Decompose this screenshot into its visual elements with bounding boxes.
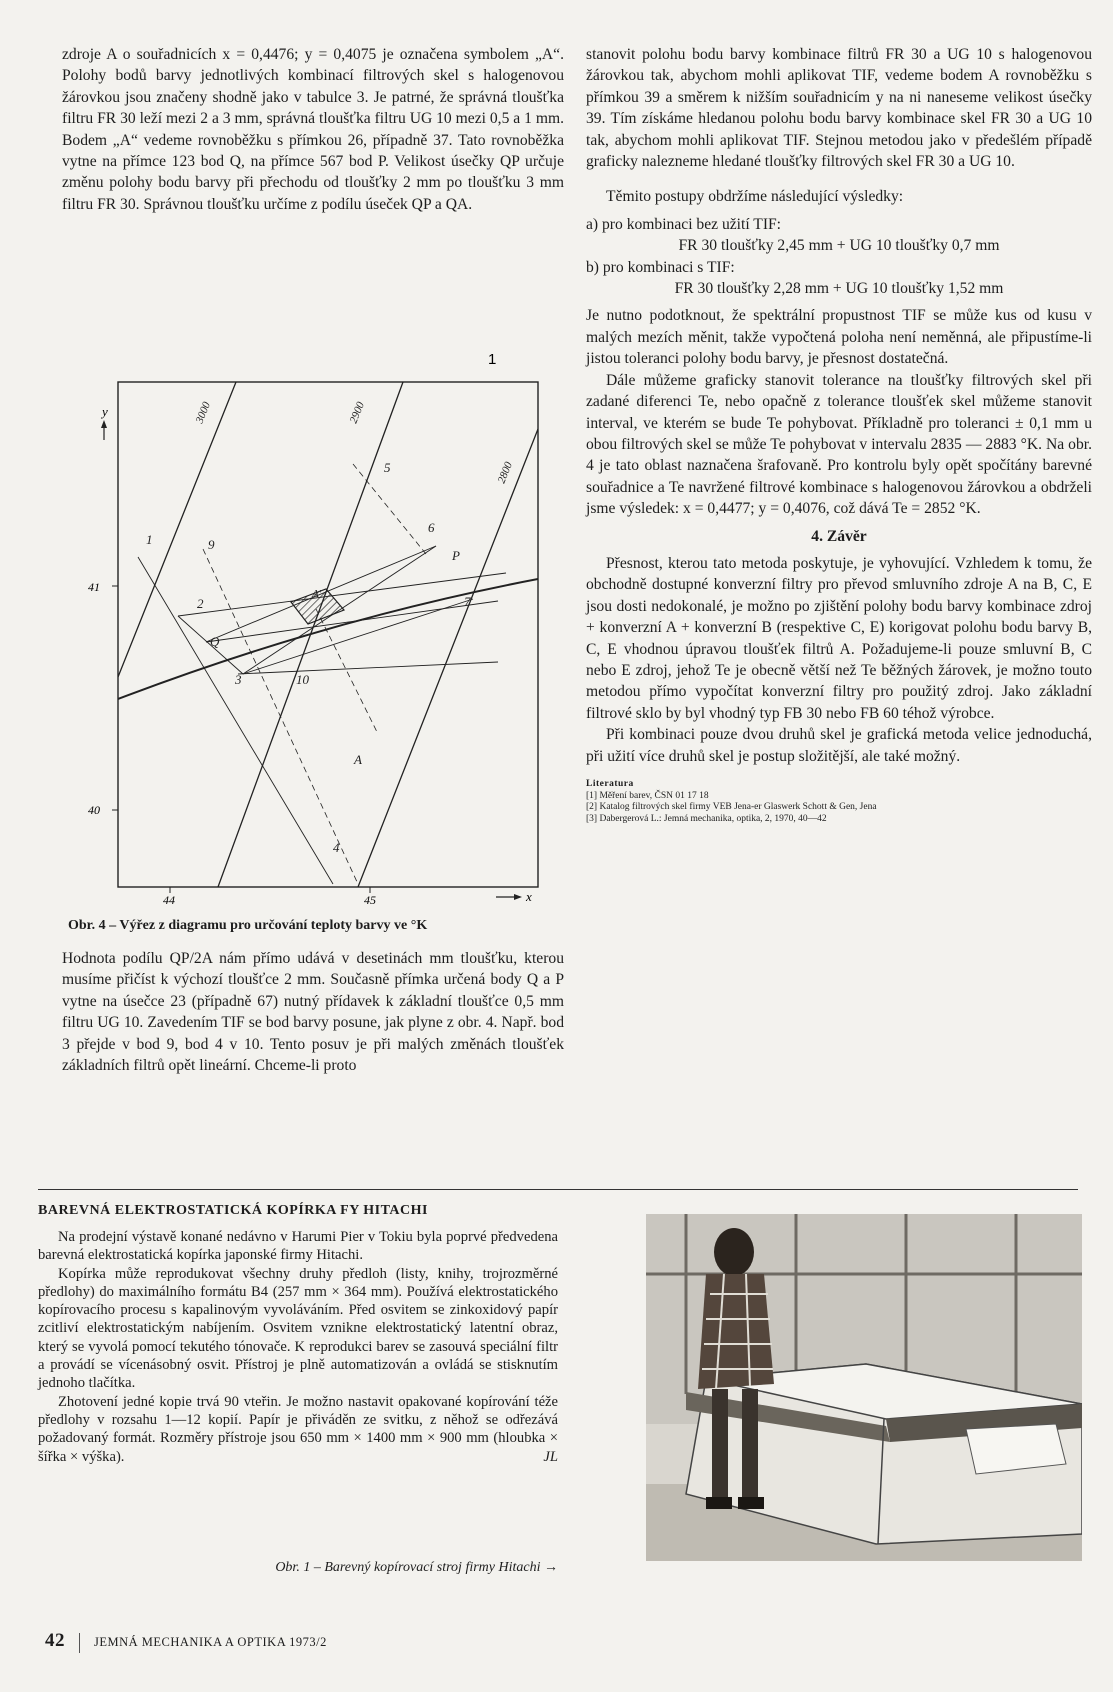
point-10: 10 xyxy=(296,672,309,687)
right-paragraph-4: Dále můžeme graficky stanovit tolerance na tloušťky filtrových skel při zadané diferenci Te, nebo opačně z tolerance tloušťek skel můžeme stanovit interval, ve kterém se bude Te pohybovat. Příkladně pro toleranci ± 0,1 mm u obou filtrových skel se může Te pohybovat v intervalu 2835 — 2883 °K. Na obr. 4 je tato oblast naznačena šrafovaně. Pro kontrolu byly opět spočítány barevné souřadnice a Te navržené filtrové kombinace s halogenovou žárovkou a obdrželi jsme výsledek: x = 0,4477; y = 0,4076, což dává Te = 2852 °K. xyxy=(586,371,1092,518)
right-paragraph-2: Těmito postupy obdržíme následující výsledky: xyxy=(606,188,904,206)
article-signature: JL xyxy=(543,1448,558,1465)
article-body xyxy=(38,1228,558,1466)
figure-caption: Obr. 4 – Výřez z diagramu pro určování teploty barvy ve °K xyxy=(68,918,428,933)
copier-photo xyxy=(646,1214,1082,1561)
left-column-bottom xyxy=(62,948,564,1076)
point-A-prime: A' xyxy=(312,588,322,600)
isotherm-label-2900: 2900 xyxy=(347,400,368,426)
page-footer xyxy=(45,1630,327,1653)
point-4: 4 xyxy=(333,840,340,855)
left-column-top xyxy=(62,44,564,215)
isotherm-label-3000: 3000 xyxy=(193,400,214,426)
article-paragraph-1: Na prodejní výstavě konané nedávno v Harumi Pier v Tokiu byla poprvé předvedena barevná elektrostatická kopírka japonské firmy Hitachi. xyxy=(38,1229,558,1264)
left-paragraph-2: Hodnota podílu QP/2A nám přímo udává v desetinách mm tloušťku, kterou musíme přičíst k výchozí tloušťce 2 mm. Současně přímka určená body Q a P vytne na úsečce 23 (případně 67) nutný přídavek k základní tloušťce 0,5 mm filtru UG 10. Zavedením TIF se bod barvy posune, jak plyne z obr. 4. Např. bod 3 přejde v bod 9, bod 4 v 10. Tento posuv je při malých změnách tloušťek základních filtrů opět lineární. Chceme-li proto xyxy=(62,950,564,1075)
left-paragraph-1: zdroje A o souřadnicích x = 0,4476; y = 0,4075 je označena symbolem „A“. Polohy bodů barvy jednotlivých kombinací filtrových skel s halogenovou žárovkou jsou značeny shodně jako v tabulce 3. Je patrné, že správná tloušťka filtru FR 30 leží mezi 2 a 3 mm, správná tloušťka filtru UG 10 mezi 0,5 a 1 mm. Bodem „A“ vedeme rovnoběžku s přímkou 26, případně 37. Tato rovnoběžka vytne na přímce 123 bod Q, na přímce 567 bod P. Velikost úsečky QP určuje změnu polohy bodu barvy při přechodu od tloušťky 2 mm po tloušťku 3 mm filtru FR 30. Správnou tloušťku určíme z podílu úseček QP a QA. xyxy=(62,46,564,213)
point-1: 1 xyxy=(146,532,153,547)
result-a-label: a) pro kombinaci bez užití TIF: xyxy=(586,215,782,233)
section-divider xyxy=(38,1189,1078,1190)
right-paragraph-5: Přesnost, kterou tato metoda poskytuje, je vyhovující. Vzhledem k tomu, že obchodně dostupné konverzní filtry pro převod smluvního zdroje A na B, C, E jsou dosti nedokonalé, je možno po zjištění polohy bodu barvy kombinace zdroj + konverzní A + konverzní B (respektive C, E) korigovat polohu bodu barvy B, C, E vhodnou úpravou tloušťek filtrů A. Požadujeme-li pouze smluvní B, C nebo E zdroj, jehož Te je obecně větší než Te běžných žárovek, je možno touto metodou přímo vypočítat konverzní filtry pro použitý zdroj. Jako základní filtrové sklo by byl vhodný typ FB 30 nebo FB 60 téhož výrobce. xyxy=(586,554,1092,722)
point-2: 2 xyxy=(197,596,204,611)
x-tick-45: 45 xyxy=(364,893,376,907)
photo-caption: Obr. 1 – Barevný kopírovací stroj firmy Hitachi → xyxy=(275,1560,558,1575)
page-number: 42 xyxy=(45,1630,65,1651)
point-P: P xyxy=(452,548,460,563)
right-paragraph-3: Je nutno podotknout, že spektrální propustnost TIF se může kus od kusu v malých mezích měnit, takže vypočtená poloha není neměnná, ale připustíme-li jistou toleranci polohy bodu barvy, je přesnost dostatečná. xyxy=(586,307,1092,368)
point-5: 5 xyxy=(384,460,391,475)
literature-heading: Literatura xyxy=(586,779,634,789)
result-b-value: FR 30 tloušťky 2,28 mm + UG 10 tloušťky 1,52 mm xyxy=(674,280,1004,298)
x-axis-label: x xyxy=(526,889,532,904)
journal-name: JEMNÁ MECHANIKA A OPTIKA 1973/2 xyxy=(94,1635,327,1649)
right-paragraph-1: stanovit polohu bodu barvy kombinace filtrů FR 30 a UG 10 s halogenovou žárovkou tak, abychom mohli aplikovat TIF, vedeme bodem A rovnoběžku s přímkou 39 a směrem k nižším souřadnicím y na ni naneseme velikost úsečky 39. Tím získáme hledanou polohu bodu barvy kombinace skel FR 30 a UG 10 tak, abychom mohli aplikovat TIF. Stejnou metodou jako v předešlém případě graficky nalezneme hledané tloušťky filtrových skel FR 30 a UG 10. xyxy=(586,46,1092,171)
article-paragraph-3: Zhotovení jedné kopie trvá 90 vteřin. Je možno nastavit opakované kopírování téže předlohy v rozsahu 1—12 kopií. Papír je přiváděn ze svitku, z něhož se odřezává požadovaný formát. Rozměry přístroje jsou 650 mm × 1400 mm × 900 mm (hloubka × šířka × výška). xyxy=(38,1393,558,1465)
isotherm-label-2800: 2800 xyxy=(495,460,516,486)
isotherm-2800 xyxy=(358,429,538,887)
section-heading: 4. Závěr xyxy=(811,527,867,545)
x-tick-44: 44 xyxy=(163,893,175,907)
point-9: 9 xyxy=(208,537,215,552)
isotherm-3000 xyxy=(118,382,236,677)
literature-item-1: [1] Měření barev, ČSN 01 17 18 xyxy=(586,790,709,801)
literature-item-2: [2] Katalog filtrových skel firmy VEB Jena-er Glaswerk Schott & Gen, Jena xyxy=(586,802,877,812)
chromaticity-diagram xyxy=(78,344,548,909)
right-paragraph-6: Při kombinaci pouze dvou druhů skel je grafická metoda velice jednoduchá, při užití více druhů skel je postup složitější, ale také možný. xyxy=(586,726,1092,765)
point-Q: Q xyxy=(210,634,220,649)
result-b-label: b) pro kombinaci s TIF: xyxy=(586,258,735,276)
corner-mark: 1 xyxy=(488,351,497,368)
y-tick-40: 40 xyxy=(88,803,100,817)
point-7: 7 xyxy=(464,594,471,609)
article-title: BAREVNÁ ELEKTROSTATICKÁ KOPÍRKA FY HITACHI xyxy=(38,1203,428,1218)
point-6: 6 xyxy=(428,520,435,535)
point-3: 3 xyxy=(235,672,242,687)
y-tick-41: 41 xyxy=(88,580,100,594)
literature-item-3: [3] Dabergerová L.: Jemná mechanika, optika, 2, 1970, 40—42 xyxy=(586,813,827,824)
point-A: A xyxy=(354,752,362,767)
diagram-frame xyxy=(118,382,538,887)
right-column xyxy=(586,44,1092,825)
y-axis-label: y xyxy=(102,404,108,419)
article-paragraph-2: Kopírka může reprodukovat všechny druhy předloh (listy, knihy, trojrozměrné předlohy) do maximálního formátu B4 (257 mm × 364 mm). Používá elektrostatického kopírovacího procesu s kapalinovým vyvoláváním. Před osvitem se zinkoxidový papír zcitliví elektrostatickým nabíjením. Osvitem vznikne elektrostatický latentní obraz, který se vyvolá pomocí tekutého tónovače. K reprodukci barev se zasouvá speciální filtr a provádí se vícenásobný osvit. Přístroj je plně automatizován a ovládá se stisknutím jednoho tlačítka. xyxy=(38,1265,558,1392)
result-a-value: FR 30 tloušťky 2,45 mm + UG 10 tloušťky 0,7 mm xyxy=(678,237,1000,255)
